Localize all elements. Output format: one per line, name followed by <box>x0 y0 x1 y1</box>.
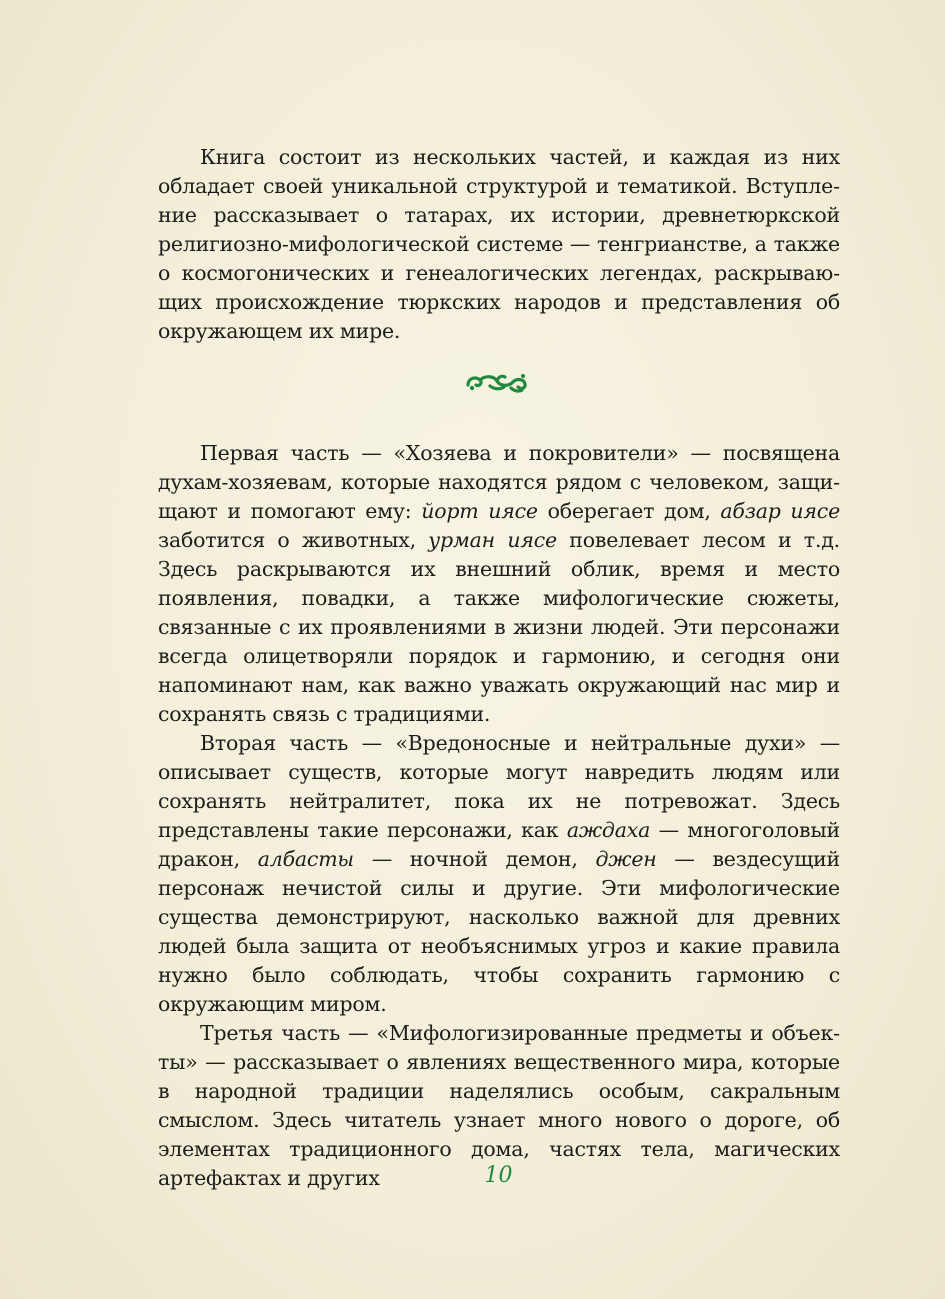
italic-term: аждаха <box>566 818 651 842</box>
text-segment: — вездесущий персонаж нечистой силы и другие. Эти мифологические существа демонстрируют, насколько важной для древних людей была защита от необъяснимых угроз и какие правила нужно было соблюдать, чтобы сохранить гармонию с окружающим миром. <box>158 847 840 1016</box>
paragraph-part-two <box>158 729 840 1019</box>
italic-term: урман иясе <box>428 528 557 552</box>
page-body <box>158 143 840 1193</box>
italic-term: албасты <box>257 847 354 871</box>
italic-term: абзар иясе <box>720 499 840 523</box>
text-segment: Вторая часть — «Вредоносные и нейтральные духи» — описывает существ, которые могут навредить людям или сохранять нейтралитет, пока их не потревожат. Здесь представлены такие персонажи, как <box>158 731 840 842</box>
text-segment: — многоголовый дракон, <box>158 818 840 871</box>
paragraph-part-one <box>158 439 840 729</box>
text-segment: — ночной демон, <box>353 847 596 871</box>
text-segment: повелевает лесом и т.д. Здесь раскрываются их внешний облик, время и место появления, повадки, а также мифологические сюжеты, связанные с их проявлениями в жизни людей. Эти персонажи всегда олицетворяли порядок и гармонию, и сегодня они напоминают нам, как важно уважать окружающий нас мир и сохранять связь с традициями. <box>158 528 840 726</box>
text-segment: Первая часть — «Хозяева и покровители» — посвящена духам-хозяевам, которые находятся рядом с человеком, защищают и помогают ему: <box>158 441 840 523</box>
italic-term: джен <box>595 847 657 871</box>
text-segment: Третья часть — «Мифологизированные предметы и объекты» — рассказывает о явлениях вещественного мира, которые в народной традиции наделялись особым, сакральным смыслом. Здесь читатель узнает много нового о дороге, об элементах традиционного дома, частях тела, магических артефактах и других <box>158 1021 840 1190</box>
page-number: 10 <box>484 1163 513 1188</box>
paragraph-intro <box>158 143 840 346</box>
green-scroll-ornament-icon <box>464 368 530 394</box>
italic-term: йорт иясе <box>421 499 538 523</box>
text-segment: Книга состоит из нескольких частей, и каждая из них обладает своей уникальной структурой и тематикой. Вступление рассказывает о татарах, их истории, древнетюркской религиозно-мифологической системе — тенгрианстве, а также о космогонических и генеалогических легендах, раскрывающих происхождение тюркских народов и представления об окружающем их мире. <box>158 145 840 343</box>
text-segment: заботится о животных, <box>158 528 429 552</box>
text-segment: оберегает дом, <box>537 499 721 523</box>
